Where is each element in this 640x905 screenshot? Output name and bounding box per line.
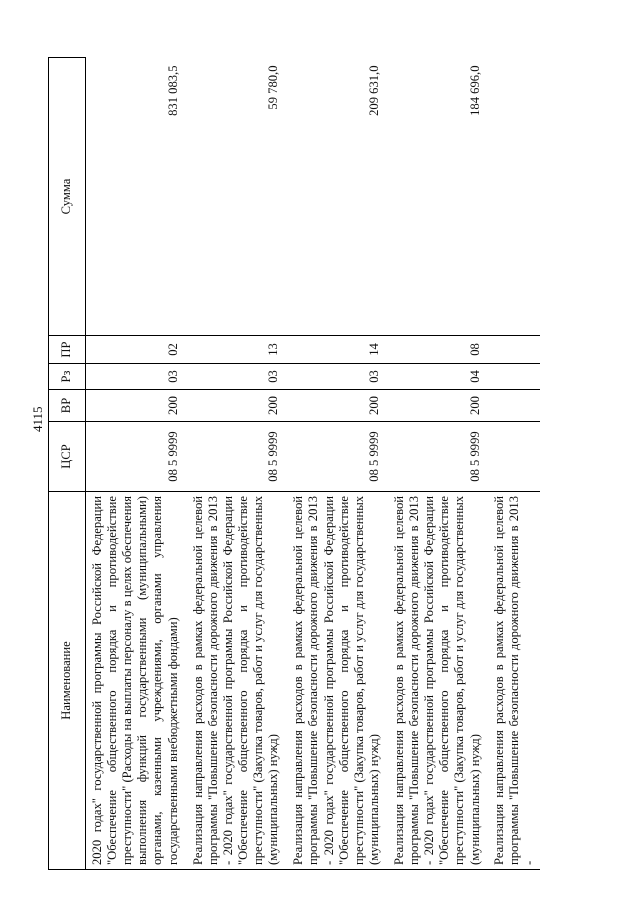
- row-csr: [489, 422, 540, 492]
- row-pr: 13: [187, 336, 288, 364]
- row-name: Реализация направления расходов в рамках федеральной целевой программы "Повышение безопасности дорожного движения в 2013 -: [489, 492, 540, 870]
- row-csr: 08 5 9999: [187, 422, 288, 492]
- row-vr: 200: [287, 390, 388, 422]
- row-pr: 14: [287, 336, 388, 364]
- header-sum: Сумма: [49, 58, 86, 336]
- table-header-row: [49, 58, 86, 870]
- row-name: 2020 годах" государственной программы Российской Федерации "Обеспечение общественного порядка и противодействие преступности" (Расходы на выплаты персоналу в целях обеспечения выполнения функций государственными (муниципальными) органами, казенными учреждениями, органами управления государственными внебюджетными фондами): [86, 492, 187, 870]
- row-csr: 08 5 9999: [287, 422, 388, 492]
- row-rz: 03: [86, 364, 187, 390]
- row-sum: 184 696,0: [467, 65, 482, 116]
- header-pr: ПР: [49, 336, 86, 364]
- row-vr: 200: [86, 390, 187, 422]
- row-pr: 08: [388, 336, 489, 364]
- row-vr: [489, 390, 540, 422]
- row-sum: 831 083,5: [165, 65, 180, 116]
- row-rz: 04: [388, 364, 489, 390]
- row-sum: 59 780,0: [266, 65, 281, 110]
- table-row: [489, 58, 540, 870]
- row-rz: 03: [187, 364, 288, 390]
- row-name: Реализация направления расходов в рамках федеральной целевой программы "Повышение безопасности дорожного движения в 2013 - 2020 годах" государственной программы Российской Федерации "Обеспечение общественного порядка и противодействие преступности" (Закупка товаров, работ и услуг для государственных (муниципальных) нужд): [388, 492, 489, 870]
- table-row: [388, 58, 489, 870]
- row-name: Реализация направления расходов в рамках федеральной целевой программы "Повышение безопасности дорожного движения в 2013 - 2020 годах" государственной программы Российской Федерации "Обеспечение общественного порядка и противодействие преступности" (Закупка товаров, работ и услуг для государственных (муниципальных) нужд): [187, 492, 288, 870]
- budget-table: [48, 57, 540, 870]
- table-row: [86, 58, 187, 870]
- row-sum: 209 631,0: [366, 65, 381, 116]
- row-pr: 02: [86, 336, 187, 364]
- row-vr: 200: [388, 390, 489, 422]
- rotated-page: [48, 58, 603, 870]
- row-rz: 03: [287, 364, 388, 390]
- row-rz: [489, 364, 540, 390]
- header-csr: ЦСР: [49, 422, 86, 492]
- header-vr: ВР: [49, 390, 86, 422]
- table-row: [187, 58, 288, 870]
- row-csr: 08 5 9999: [86, 422, 187, 492]
- row-vr: 200: [187, 390, 288, 422]
- row-pr: [489, 336, 540, 364]
- page-number: 4115: [30, 406, 45, 432]
- header-rz: Рз: [49, 364, 86, 390]
- table-row: [287, 58, 388, 870]
- row-csr: 08 5 9999: [388, 422, 489, 492]
- row-name: Реализация направления расходов в рамках федеральной целевой программы "Повышение безопасности дорожного движения в 2013 - 2020 годах" государственной программы Российской Федерации "Обеспечение общественного порядка и противодействие преступности" (Закупка товаров, работ и услуг для государственных (муниципальных) нужд): [287, 492, 388, 870]
- header-name: Наименование: [49, 492, 86, 870]
- row-sum: [489, 58, 540, 336]
